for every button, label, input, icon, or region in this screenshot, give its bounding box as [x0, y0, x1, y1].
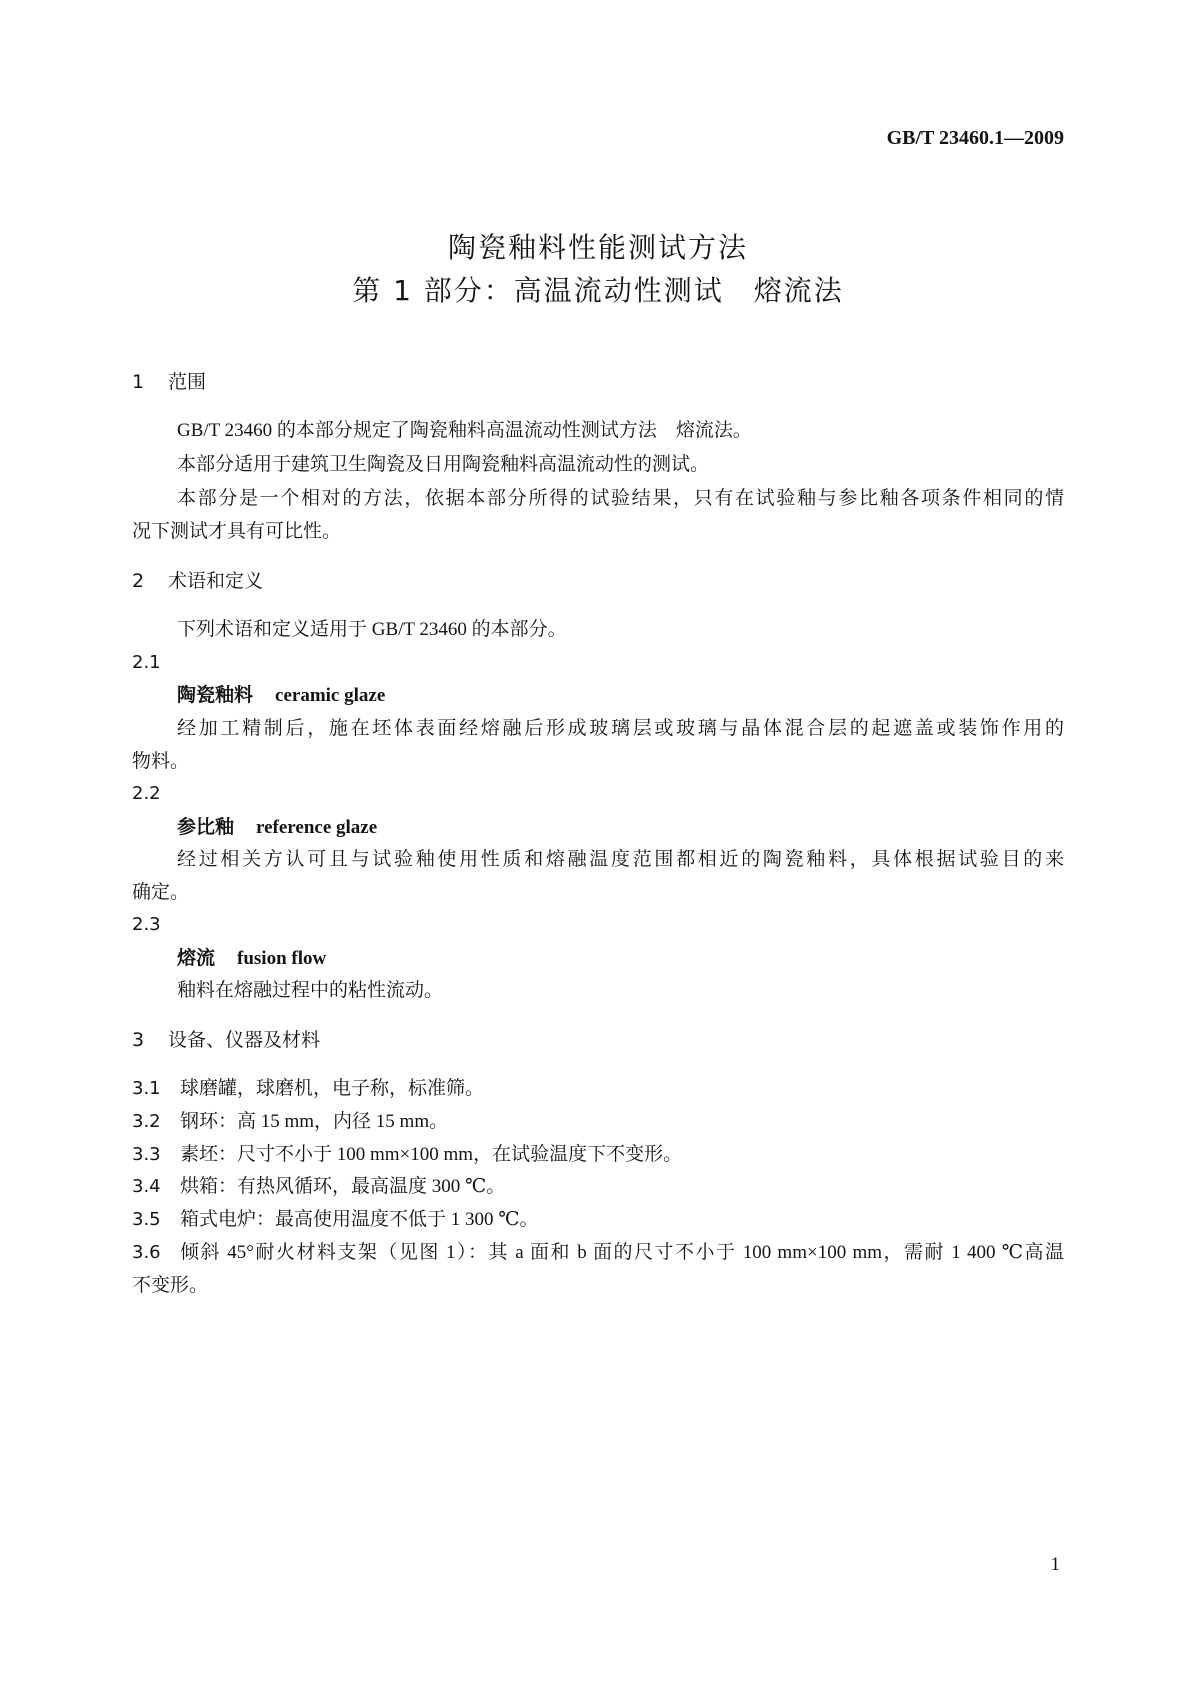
equipment-item-3-4 — [132, 1175, 505, 1199]
scope-paragraph-2: 本部分适用于建筑卫生陶瓷及日用陶瓷釉料高温流动性的测试。 — [177, 454, 710, 475]
item-text-line-2: 不变形。 — [132, 1275, 209, 1296]
term-name-zh: 参比釉 — [177, 816, 235, 838]
term-definition-line-2: 确定。 — [132, 882, 190, 903]
term-name-en: ceramic glaze — [275, 685, 386, 706]
equipment-item-3-1 — [132, 1077, 484, 1101]
item-text: 烘箱：有热风循环，最高温度 300 ℃。 — [180, 1176, 506, 1197]
equipment-item-3-2 — [132, 1110, 448, 1134]
term-name-zh: 熔流 — [177, 947, 216, 969]
scope-paragraph-1: GB/T 23460 的本部分规定了陶瓷釉料高温流动性测试方法 熔流法。 — [177, 420, 752, 441]
item-number: 3.3 — [132, 1144, 161, 1165]
section-number: 1 — [132, 371, 145, 393]
item-number: 3.6 — [132, 1242, 161, 1263]
item-text: 钢环：高 15 mm，内径 15 mm。 — [180, 1111, 449, 1132]
term-entry-ceramic-glaze — [177, 683, 385, 708]
term-entry-reference-glaze — [177, 815, 377, 840]
section-heading-terms — [132, 569, 263, 593]
item-text: 素坯：尺寸不小于 100 mm×100 mm，在试验温度下不变形。 — [180, 1144, 683, 1165]
item-text-line-1: 倾斜 45°耐火材料支架（见图 1）：其 a 面和 b 面的尺寸不小于 100 mm×100 mm，需耐 1 400 ℃高温 — [180, 1242, 1064, 1263]
term-definition-line-2: 物料。 — [132, 751, 190, 772]
term-definition-line-1: 釉料在熔融过程中的粘性流动。 — [177, 980, 444, 1001]
standard-number: GB/T 23460.1—2009 — [886, 127, 1064, 149]
equipment-item-3-5 — [132, 1208, 539, 1232]
section-number: 2 — [132, 570, 145, 592]
document-title: 陶瓷釉料性能测试方法 — [447, 231, 748, 264]
term-entry-fusion-flow — [177, 946, 326, 971]
item-number: 3.1 — [132, 1078, 161, 1099]
document-part-title: 第 1 部分：高温流动性测试 熔流法 — [352, 274, 844, 307]
section-heading-scope — [132, 370, 206, 394]
term-number: 2.3 — [132, 914, 161, 935]
term-definition-line-1: 经加工精制后，施在坯体表面经熔融后形成玻璃层或玻璃与晶体混合层的起遮盖或装饰作用的 — [177, 718, 1064, 739]
item-number: 3.4 — [132, 1176, 161, 1197]
term-name-en: reference glaze — [256, 817, 378, 838]
equipment-item-3-6 — [132, 1241, 1064, 1265]
terms-intro-paragraph: 下列术语和定义适用于 GB/T 23460 的本部分。 — [177, 619, 567, 640]
section-title: 设备、仪器及材料 — [168, 1029, 321, 1051]
scope-paragraph-3-line-2: 况下测试才具有可比性。 — [132, 521, 342, 542]
term-definition-line-1: 经过相关方认可且与试验釉使用性质和熔融温度范围都相近的陶瓷釉料，具体根据试验目的来 — [177, 849, 1064, 870]
item-number: 3.2 — [132, 1111, 161, 1132]
section-title: 范围 — [168, 371, 207, 393]
scope-paragraph-3-line-1: 本部分是一个相对的方法，依据本部分所得的试验结果，只有在试验釉与参比釉各项条件相同的情 — [177, 488, 1064, 509]
page-number: 1 — [1050, 1554, 1060, 1575]
item-text: 球磨罐，球磨机，电子称，标准筛。 — [180, 1078, 485, 1099]
term-number: 2.2 — [132, 783, 161, 804]
section-title: 术语和定义 — [168, 570, 264, 592]
term-name-zh: 陶瓷釉料 — [177, 684, 254, 706]
equipment-item-3-3 — [132, 1143, 682, 1167]
section-number: 3 — [132, 1029, 145, 1051]
item-number: 3.5 — [132, 1209, 161, 1230]
term-number: 2.1 — [132, 652, 161, 673]
section-heading-equipment — [132, 1028, 320, 1052]
item-text: 箱式电炉：最高使用温度不低于 1 300 ℃。 — [180, 1209, 539, 1230]
term-name-en: fusion flow — [237, 948, 327, 969]
